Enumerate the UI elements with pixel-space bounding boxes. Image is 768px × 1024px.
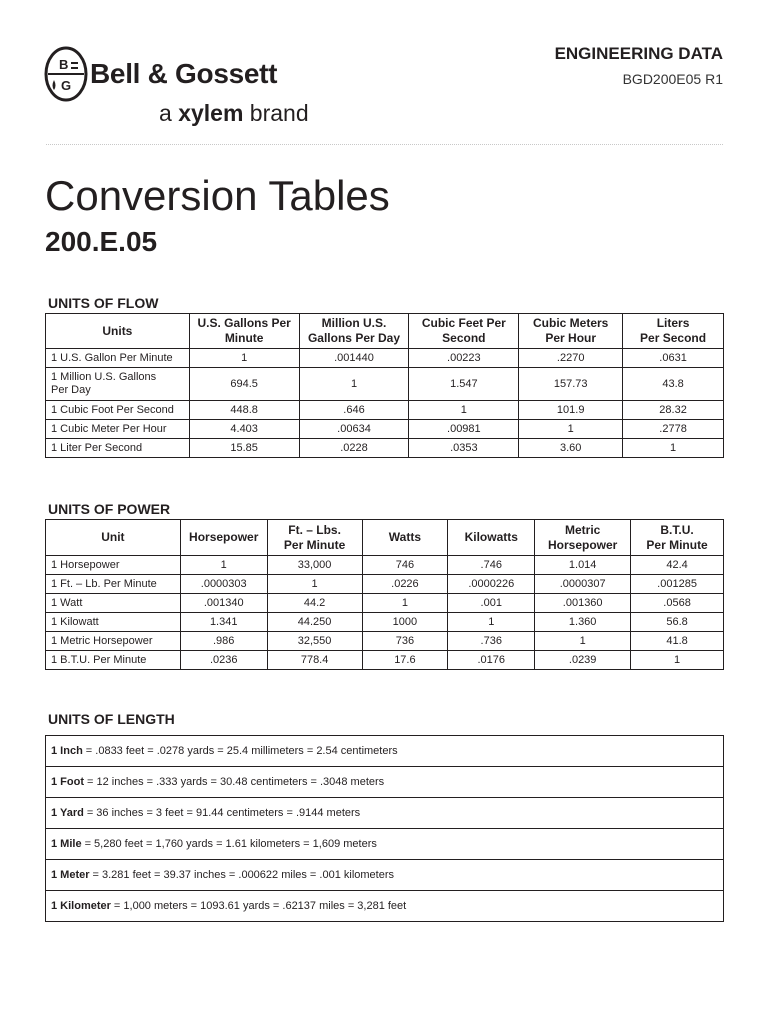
- table-cell: .0236: [180, 651, 267, 670]
- flow-column-header: [299, 314, 409, 349]
- table-row: [46, 651, 724, 670]
- table-cell: 33,000: [267, 556, 362, 575]
- row-label-text: 1 Horsepower: [51, 558, 120, 571]
- brand-name: Bell & Gossett: [90, 58, 278, 89]
- table-cell: 1: [519, 420, 623, 439]
- flow-column-header: [46, 314, 190, 349]
- length-row: [46, 860, 723, 891]
- length-table: [45, 735, 724, 922]
- length-row: [46, 798, 723, 829]
- table-cell: .0239: [535, 651, 631, 670]
- table-cell: 1: [631, 651, 724, 670]
- power-column-header: [448, 520, 535, 556]
- table-row: [46, 575, 724, 594]
- table-cell: 32,550: [267, 632, 362, 651]
- column-header-text: Million U.S.: [321, 316, 387, 330]
- table-row: [46, 420, 724, 439]
- row-label-text: 1 B.T.U. Per Minute: [51, 653, 147, 666]
- power-column-header: [180, 520, 267, 556]
- length-unit: 1 Foot: [51, 776, 84, 788]
- column-header-text: Cubic Meters: [533, 316, 609, 330]
- flow-column-header: [409, 314, 519, 349]
- table-cell: 1: [267, 575, 362, 594]
- table-cell: .0000303: [180, 575, 267, 594]
- table-row: [46, 613, 724, 632]
- table-cell: .986: [180, 632, 267, 651]
- column-header-text: Minute: [224, 331, 264, 345]
- power-header-row: [46, 520, 724, 556]
- flow-heading: UNITS OF FLOW: [48, 295, 159, 311]
- table-row: [46, 632, 724, 651]
- flow-column-header: [519, 314, 623, 349]
- row-label: [46, 594, 181, 613]
- length-heading: UNITS OF LENGTH: [48, 711, 175, 727]
- table-cell: 448.8: [189, 401, 299, 420]
- row-label-text: 1 Million U.S. Gallons: [51, 371, 157, 383]
- table-cell: 43.8: [623, 368, 724, 401]
- length-equivalents: = 12 inches = .333 yards = 30.48 centimeters = .3048 meters: [87, 776, 385, 788]
- column-header-text: Horsepower: [547, 537, 618, 552]
- table-cell: .0568: [631, 594, 724, 613]
- column-header-text: Horsepower: [189, 530, 259, 544]
- column-header-text: Per Second: [640, 331, 707, 345]
- power-table: [45, 519, 724, 670]
- logo-letter-b: B: [59, 57, 69, 72]
- column-header-text: Cubic Feet Per: [421, 316, 506, 330]
- flow-column-header: [189, 314, 299, 349]
- row-label-text: 1 U.S. Gallon Per Minute: [51, 351, 173, 364]
- table-row: [46, 368, 724, 401]
- column-header-text: Units: [102, 323, 133, 338]
- table-cell: 3.60: [519, 439, 623, 458]
- row-label: [46, 368, 190, 401]
- table-cell: 1000: [362, 613, 448, 632]
- table-cell: .001: [448, 594, 535, 613]
- table-cell: .0176: [448, 651, 535, 670]
- table-cell: 1.547: [409, 368, 519, 401]
- column-header-text: B.T.U.: [660, 522, 694, 537]
- flow-column-header: [623, 314, 724, 349]
- table-cell: .001360: [535, 594, 631, 613]
- table-row: [46, 594, 724, 613]
- length-equivalents: = 3.281 feet = 39.37 inches = .000622 miles = .001 kilometers: [92, 869, 395, 881]
- row-label-text: 1 Kilowatt: [51, 615, 99, 628]
- tagline-brand: xylem: [178, 100, 244, 126]
- column-header-text: Per Minute: [283, 537, 346, 552]
- column-header-text: Ft. – Lbs.: [288, 522, 341, 537]
- table-row: [46, 401, 724, 420]
- page-title: Conversion Tables: [45, 172, 390, 219]
- row-label: [46, 575, 181, 594]
- column-header-text: Watts: [388, 530, 422, 544]
- column-header-text: Metric: [564, 522, 601, 537]
- length-unit: 1 Mile: [51, 838, 82, 850]
- brand-tagline: [159, 100, 309, 127]
- flow-header-row: [46, 314, 724, 349]
- length-unit: 1 Inch: [51, 745, 83, 757]
- table-cell: 157.73: [519, 368, 623, 401]
- length-unit: 1 Kilometer: [51, 900, 111, 912]
- length-equivalents: = 36 inches = 3 feet = 91.44 centimeters = .9144 meters: [86, 807, 361, 819]
- bg-emblem-icon: [44, 46, 88, 102]
- table-cell: 1: [189, 349, 299, 368]
- table-cell: 1.360: [535, 613, 631, 632]
- row-label-text: 1 Ft. – Lb. Per Minute: [51, 577, 157, 590]
- row-label: [46, 651, 181, 670]
- column-header-text: Second: [442, 331, 486, 345]
- header-divider: [46, 144, 723, 145]
- table-cell: .2270: [519, 349, 623, 368]
- row-label: [46, 439, 190, 458]
- page-subtitle: 200.E.05: [45, 226, 158, 257]
- table-cell: .736: [448, 632, 535, 651]
- table-cell: 28.32: [623, 401, 724, 420]
- row-label-text: Per Day: [51, 384, 91, 396]
- row-label-text: 1 Metric Horsepower: [51, 634, 153, 647]
- table-cell: .2778: [623, 420, 724, 439]
- table-cell: .0228: [299, 439, 409, 458]
- length-row: [46, 767, 723, 798]
- table-cell: 1: [623, 439, 724, 458]
- length-row: [46, 829, 723, 860]
- column-header-text: Unit: [101, 530, 125, 544]
- table-cell: .0000307: [535, 575, 631, 594]
- table-cell: 44.2: [267, 594, 362, 613]
- table-row: [46, 349, 724, 368]
- table-cell: 42.4: [631, 556, 724, 575]
- flow-table: [45, 313, 724, 458]
- column-header-text: Liters: [656, 316, 690, 330]
- length-row: [46, 891, 723, 921]
- table-cell: 1.014: [535, 556, 631, 575]
- doc-code: BGD200E05 R1: [622, 71, 723, 87]
- power-column-header: [362, 520, 448, 556]
- table-row: [46, 556, 724, 575]
- row-label: [46, 420, 190, 439]
- table-cell: 101.9: [519, 401, 623, 420]
- row-label: [46, 349, 190, 368]
- table-cell: 1.341: [180, 613, 267, 632]
- column-header-text: Per Hour: [545, 331, 597, 345]
- table-cell: 778.4: [267, 651, 362, 670]
- table-cell: 56.8: [631, 613, 724, 632]
- table-cell: 1: [180, 556, 267, 575]
- doc-type: ENGINEERING DATA: [554, 44, 723, 63]
- power-column-header: [46, 520, 181, 556]
- row-label-text: 1 Cubic Meter Per Hour: [51, 422, 167, 435]
- power-heading: UNITS OF POWER: [48, 501, 171, 517]
- length-equivalents: = 5,280 feet = 1,760 yards = 1.61 kilometers = 1,609 meters: [84, 838, 377, 850]
- power-column-header: [267, 520, 362, 556]
- table-cell: 1: [362, 594, 448, 613]
- column-header-text: Kilowatts: [464, 530, 518, 544]
- table-cell: 694.5: [189, 368, 299, 401]
- length-equivalents: = .0833 feet = .0278 yards = 25.4 millimeters = 2.54 centimeters: [85, 745, 398, 757]
- column-header-text: Gallons Per Day: [307, 331, 401, 345]
- length-equivalents: = 1,000 meters = 1093.61 yards = .62137 miles = 3,281 feet: [113, 900, 407, 912]
- table-cell: .0226: [362, 575, 448, 594]
- table-cell: 1: [299, 368, 409, 401]
- table-cell: .00981: [409, 420, 519, 439]
- table-cell: .00223: [409, 349, 519, 368]
- table-cell: .0353: [409, 439, 519, 458]
- table-cell: 736: [362, 632, 448, 651]
- column-header-text: U.S. Gallons Per: [197, 316, 291, 330]
- table-cell: 15.85: [189, 439, 299, 458]
- row-label: [46, 613, 181, 632]
- table-cell: .001340: [180, 594, 267, 613]
- table-cell: 1: [448, 613, 535, 632]
- tagline-suffix: brand: [249, 100, 309, 126]
- row-label: [46, 401, 190, 420]
- table-cell: 44.250: [267, 613, 362, 632]
- length-row: [46, 736, 723, 767]
- row-label-text: 1 Watt: [51, 596, 83, 609]
- power-column-header: [535, 520, 631, 556]
- power-column-header: [631, 520, 724, 556]
- table-row: [46, 439, 724, 458]
- length-unit: 1 Yard: [51, 807, 84, 819]
- table-cell: 41.8: [631, 632, 724, 651]
- row-label-text: 1 Liter Per Second: [51, 441, 143, 454]
- table-cell: 4.403: [189, 420, 299, 439]
- row-label: [46, 632, 181, 651]
- table-cell: .00634: [299, 420, 409, 439]
- table-cell: 17.6: [362, 651, 448, 670]
- row-label: [46, 556, 181, 575]
- table-cell: .001440: [299, 349, 409, 368]
- column-header-text: Per Minute: [646, 537, 708, 552]
- tagline-prefix: a: [159, 100, 172, 126]
- table-cell: .646: [299, 401, 409, 420]
- table-cell: 1: [409, 401, 519, 420]
- logo-letter-g: G: [61, 78, 72, 93]
- table-cell: 746: [362, 556, 448, 575]
- length-unit: 1 Meter: [51, 869, 90, 881]
- table-cell: .746: [448, 556, 535, 575]
- table-cell: .001285: [631, 575, 724, 594]
- row-label-text: 1 Cubic Foot Per Second: [51, 403, 174, 416]
- table-cell: .0000226: [448, 575, 535, 594]
- table-cell: 1: [535, 632, 631, 651]
- table-cell: .0631: [623, 349, 724, 368]
